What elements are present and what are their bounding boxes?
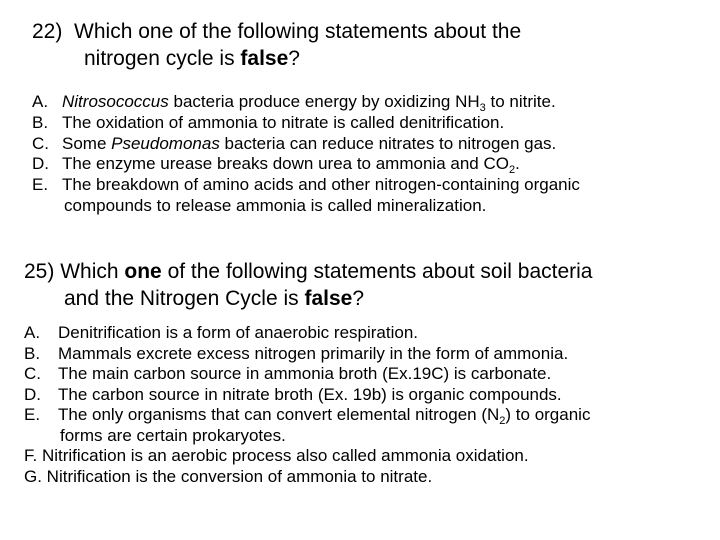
emphasis-false: false — [240, 47, 289, 70]
question-25-number: 25) — [24, 260, 55, 283]
question-25-line-2: and the Nitrogen Cycle is false? — [64, 287, 365, 310]
question-25-line-1: 25) Which one of the following statements about soil bacteria — [24, 260, 593, 283]
emphasis-one: one — [124, 260, 162, 283]
emphasis-false: false — [304, 287, 353, 310]
option-22-b: B. The oxidation of ammonia to nitrate is called denitrification. — [32, 112, 505, 132]
option-25-e: E. The only organisms that can convert elemental nitrogen $(N_2)$ to organic — [24, 405, 591, 427]
option-22-d: D. The enzyme urease breaks down urea to ammonia and $CO_2$. — [32, 154, 520, 177]
question-22-number: 22) — [32, 20, 63, 43]
option-25-f: F. Nitrification is an aerobic process also called ammonia oxidation. — [24, 446, 529, 465]
option-25-d: D. The carbon source in nitrate broth (Ex. 19b) is organic compounds. — [24, 384, 562, 404]
option-25-c: C. The main carbon source in ammonia broth (Ex.19C) is carbonate. — [24, 364, 552, 383]
question-22-line-2: nitrogen cycle is false? — [84, 47, 300, 70]
option-25-g: G. Nitrification is the conversion of ammonia to nitrate. — [24, 466, 433, 486]
option-22-e: E. The breakdown of amino acids and other nitrogen-containing organic — [32, 175, 580, 195]
question-25-options — [24, 323, 590, 487]
option-25-a: A. Denitrification is a form of anaerobic respiration. — [24, 323, 418, 342]
option-25-e-continued: forms are certain prokaryotes. — [60, 425, 286, 445]
question-22-line-1: 22) Which one of the following statements about the — [32, 20, 522, 43]
question-22-options — [32, 92, 580, 217]
option-22-e-continued: compounds to release ammonia is called mineralization. — [64, 195, 487, 215]
question-25-stem — [24, 258, 592, 312]
question-22-stem — [32, 18, 521, 72]
option-22-a: A. Nitrosococcus bacteria produce energy by oxidizing $NH_3$ to nitrite. — [32, 92, 556, 114]
option-25-b: B. Mammals excrete excess nitrogen primarily in the form of ammonia. — [24, 343, 569, 363]
option-22-c: C. Some Pseudomonas bacteria can reduce nitrates to nitrogen gas. — [32, 133, 557, 153]
